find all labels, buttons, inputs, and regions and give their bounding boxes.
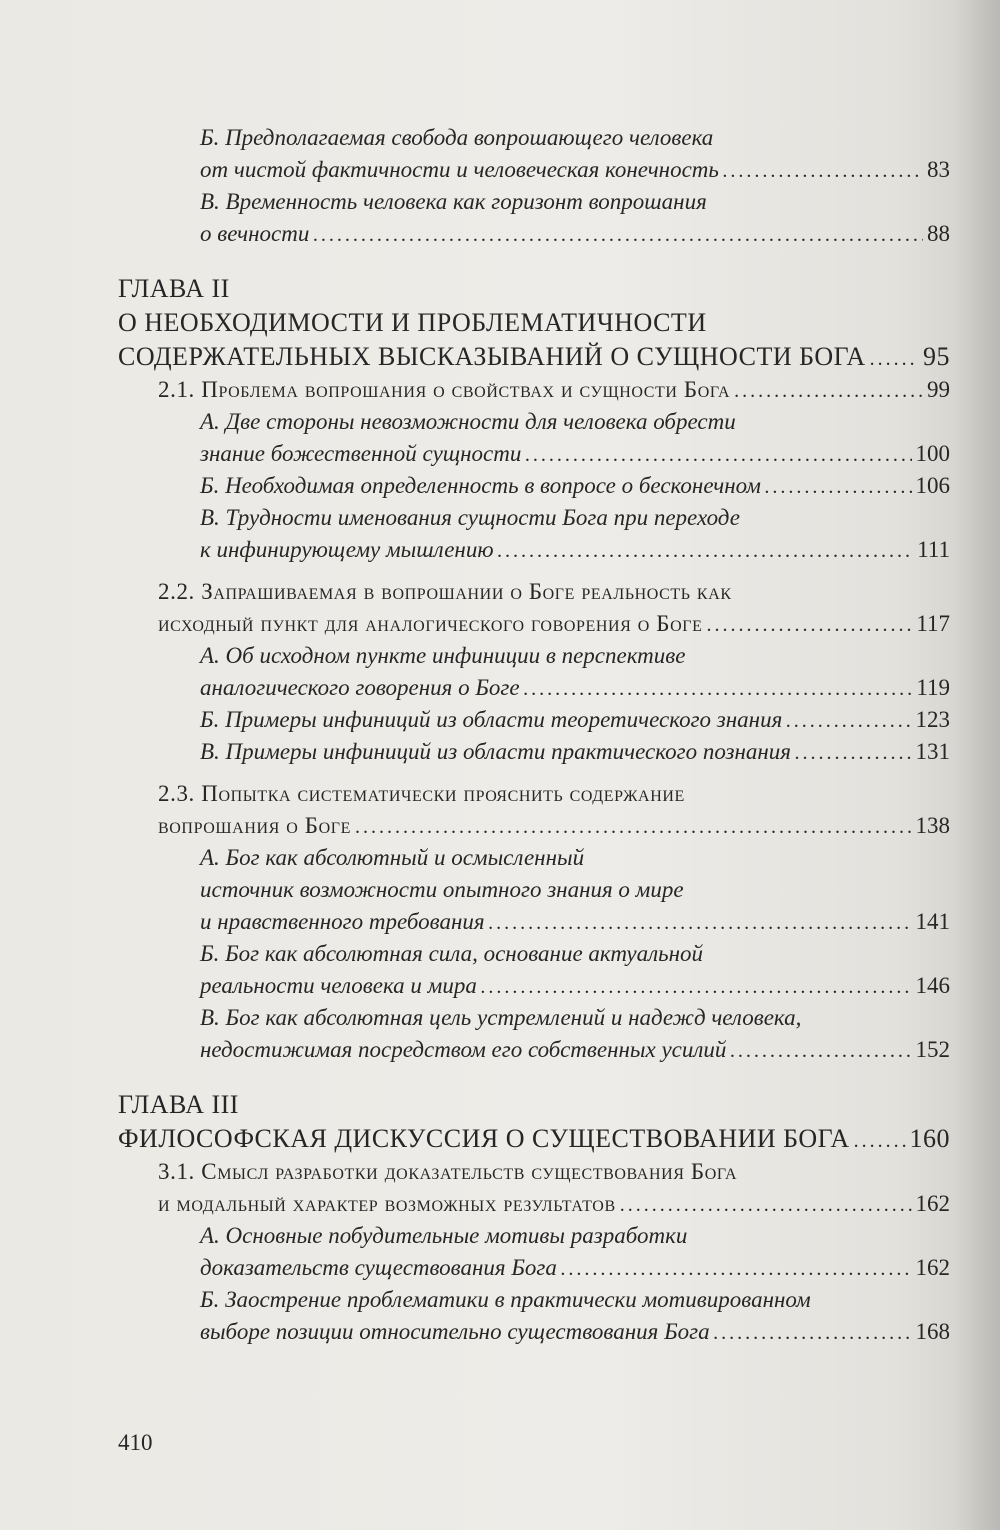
toc-entry: Б. Бог как абсолютная сила, основание актуальной xyxy=(200,941,704,966)
page-number: 123 xyxy=(915,707,950,732)
leader-dots xyxy=(723,155,923,187)
page-gutter-shadow xyxy=(955,0,1000,1530)
leader-dots xyxy=(870,342,919,376)
leader-dots xyxy=(524,673,913,705)
page-number: 95 xyxy=(923,342,950,371)
toc-section: 2.1. Проблема вопрошания о свойствах и сущности Бога . . . 99 xyxy=(118,374,950,406)
page-number: 99 xyxy=(927,377,950,402)
leader-dots xyxy=(561,1253,912,1285)
toc-entry: знание божественной сущности . . . 100 xyxy=(118,438,950,470)
page-number: 119 xyxy=(916,675,950,700)
page-number: 111 xyxy=(917,537,950,562)
leader-dots xyxy=(525,439,911,471)
toc-entry: В. Трудности именования сущности Бога при переходе xyxy=(200,505,740,530)
toc-entry: аналогического говорения о Боге . . . 119 xyxy=(118,672,950,704)
page-number: 162 xyxy=(915,1255,950,1280)
chapter-title: ФИЛОСОФСКАЯ ДИСКУССИЯ О СУЩЕСТВОВАНИИ БОГА . . . 160 xyxy=(118,1122,950,1156)
leader-dots xyxy=(498,535,914,567)
toc-entry: В. Примеры инфиниций из области практического познания . . . 131 xyxy=(118,736,950,768)
toc-entry: А. Основные побудительные мотивы разработки xyxy=(200,1223,688,1248)
leader-dots xyxy=(714,1317,912,1349)
page-number: 141 xyxy=(915,909,950,934)
toc-section: вопрошания о Боге . . . 138 xyxy=(118,810,950,842)
toc-section: 3.1. Смысл разработки доказательств существования Бога xyxy=(158,1159,738,1184)
page-number: 146 xyxy=(915,973,950,998)
leader-dots xyxy=(313,219,923,251)
page-number: 162 xyxy=(915,1191,950,1216)
page-number: 106 xyxy=(915,473,950,498)
page-number: 168 xyxy=(915,1319,950,1344)
page-number: 160 xyxy=(909,1124,950,1153)
table-of-contents xyxy=(118,122,950,1348)
leader-dots xyxy=(786,705,911,737)
toc-entry: доказательств существования Бога . . . 162 xyxy=(118,1252,950,1284)
chapter-title: О НЕОБХОДИМОСТИ И ПРОБЛЕМАТИЧНОСТИ xyxy=(118,308,707,337)
toc-entry: В. Бог как абсолютная цель устремлений и надежд человека, xyxy=(200,1005,802,1030)
leader-dots xyxy=(795,737,911,769)
toc-entry: Б. Заострение проблематики в практически мотивированном xyxy=(200,1287,811,1312)
page-number: 83 xyxy=(927,157,950,182)
toc-entry: Б. Примеры инфиниций из области теоретического знания . . . 123 xyxy=(118,704,950,736)
leader-dots xyxy=(730,1035,911,1067)
leader-dots xyxy=(734,375,923,407)
toc-section: 2.2. Запрашиваемая в вопрошании о Боге реальность как xyxy=(158,579,732,604)
page-number: 131 xyxy=(915,739,950,764)
toc-entry: реальности человека и мира . . . 146 xyxy=(118,970,950,1002)
toc-entry: от чистой фактичности и человеческая конечность . . . 83 xyxy=(118,154,950,186)
toc-entry: А. Бог как абсолютный и осмысленный xyxy=(200,845,585,870)
page-number: 117 xyxy=(916,611,950,636)
toc-entry: выборе позиции относительно существования Бога . . . 168 xyxy=(118,1316,950,1348)
toc-entry: к инфинирующему мышлению . . . 111 xyxy=(118,534,950,566)
toc-section: и модальный характер возможных результатов . . . 162 xyxy=(118,1188,950,1220)
chapter-title: СОДЕРЖАТЕЛЬНЫХ ВЫСКАЗЫВАНИЙ О СУЩНОСТИ БОГА . . . 95 xyxy=(118,340,950,374)
toc-entry: Б. Предполагаемая свобода вопрошающего человека xyxy=(200,125,714,150)
toc-section: 2.3. Попытка систематически прояснить содержание xyxy=(158,781,685,806)
toc-section: исходный пункт для аналогического говорения о Боге . . . 117 xyxy=(118,608,950,640)
chapter-label: ГЛАВА III xyxy=(118,1090,239,1119)
toc-entry: и нравственного требования . . . 141 xyxy=(118,906,950,938)
toc-entry: о вечности . . . 88 xyxy=(118,218,950,250)
leader-dots xyxy=(355,811,912,843)
page-number: 88 xyxy=(927,221,950,246)
leader-dots xyxy=(854,1124,906,1158)
leader-dots xyxy=(481,971,912,1003)
page-number: 152 xyxy=(915,1037,950,1062)
chapter-label: ГЛАВА II xyxy=(118,274,230,303)
toc-entry: А. Две стороны невозможности для человека обрести xyxy=(200,409,736,434)
toc-entry: источник возможности опытного знания о мире xyxy=(200,877,684,902)
leader-dots xyxy=(707,609,913,641)
leader-dots xyxy=(489,907,912,939)
page-number: 138 xyxy=(915,813,950,838)
toc-entry: В. Временность человека как горизонт вопрошания xyxy=(200,189,707,214)
folio-page-number: 410 xyxy=(118,1430,153,1455)
leader-dots xyxy=(765,471,912,503)
toc-entry: Б. Необходимая определенность в вопросе о бесконечном . . . 106 xyxy=(118,470,950,502)
leader-dots xyxy=(620,1189,912,1221)
page-number: 100 xyxy=(915,441,950,466)
toc-entry: недостижимая посредством его собственных усилий . . . 152 xyxy=(118,1034,950,1066)
toc-entry: А. Об исходном пункте инфиниции в перспективе xyxy=(200,643,686,668)
